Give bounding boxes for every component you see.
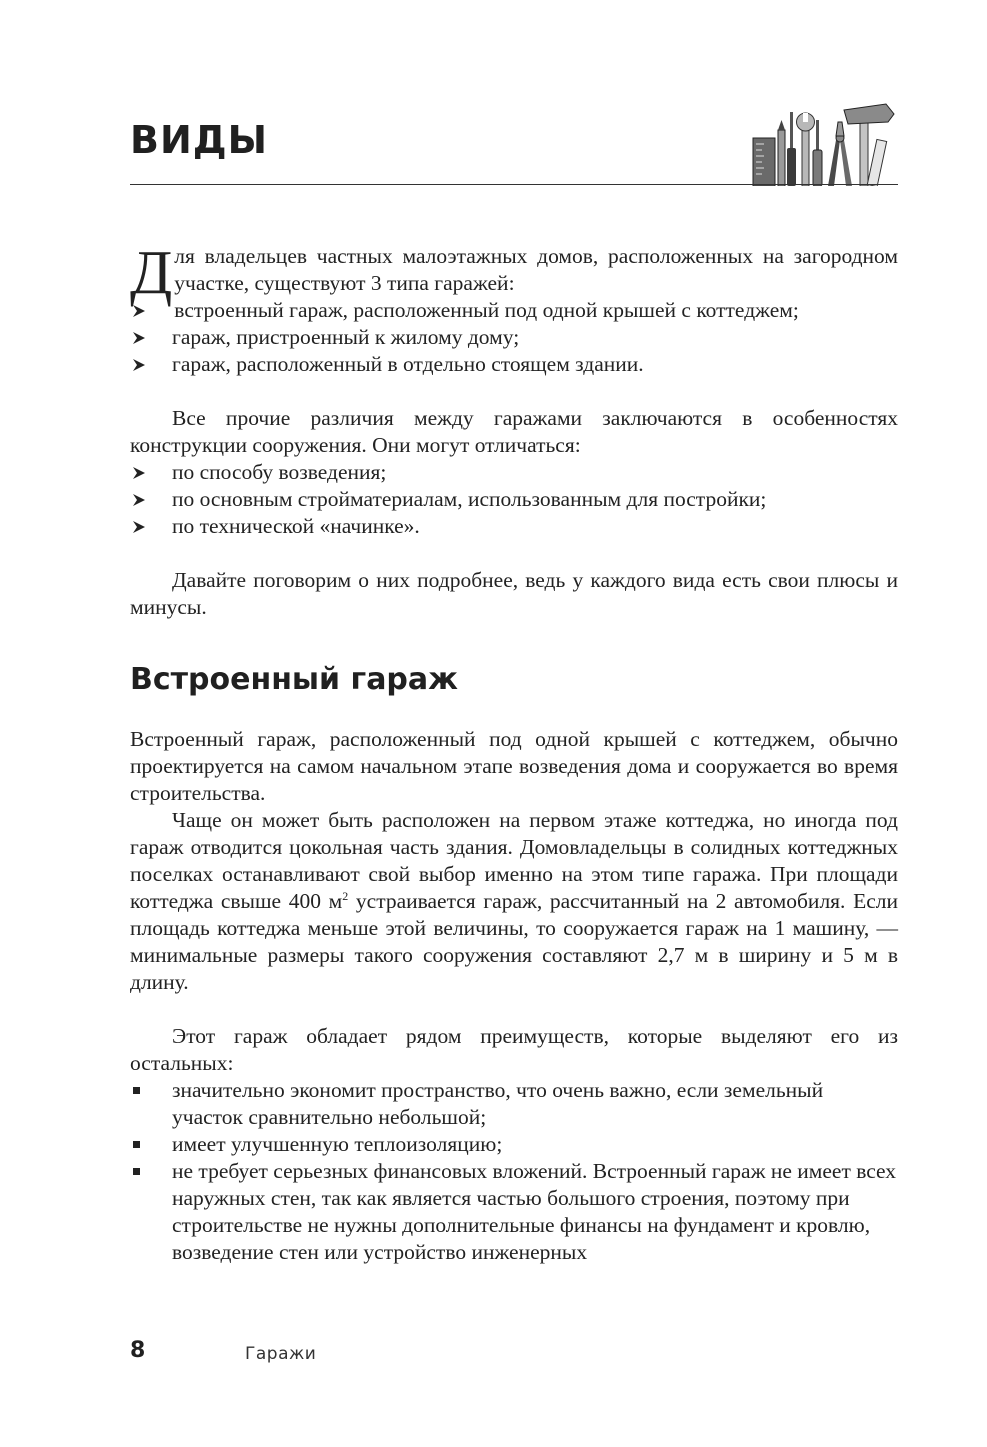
- pencil-icon: [778, 130, 785, 186]
- list-item-text: не требует серьезных финансовых вложений. Встроенный гараж не имеет всех наружных стен, так как является частью большого строения, поэтому при строительстве не нужны дополнительные финансы на фундамент и кровлю, возведение стен или устройство инженерных: [172, 1159, 897, 1264]
- list-item-text: значительно экономит пространство, что очень важно, если земельный участок сравнительно небольшой;: [172, 1078, 824, 1129]
- chevron-right-icon: [132, 520, 146, 534]
- section-heading: Встроенный гараж: [130, 662, 459, 697]
- section-paragraph-1: Встроенный гараж, расположенный под одной крышей с коттеджем, обычно проектируется на самом начальном этапе возведения дома и сооружается во время строительства.: [130, 727, 898, 805]
- list-item: [130, 513, 898, 540]
- pliers-icon: [828, 122, 852, 186]
- chevron-right-icon: [132, 493, 146, 507]
- wrench-icon: [797, 113, 815, 186]
- square-bullet-icon: [133, 1087, 140, 1094]
- chevron-right-icon: [132, 304, 146, 318]
- list-item: [130, 1158, 898, 1266]
- garage-types-list: [130, 297, 898, 378]
- list-item: [130, 297, 898, 324]
- chevron-right-icon: [132, 466, 146, 480]
- intro-block: [130, 239, 898, 621]
- list-item-text: имеет улучшенную теплоизоляцию;: [172, 1132, 503, 1156]
- section-paragraph-2: Чаще он может быть расположен на первом этаже коттеджа, но иногда под гараж отводится цокольная часть здания. Домовладельцы в солидных коттеджных поселках останавливают свой выбор именно на этом типе гаража. При площади коттеджа свыше 400 $м^2$ устраивается гараж, рассчитанный на 2 автомобиля. Если площадь коттеджа меньше этой величины, то сооружается гараж на 1 машину, — минимальные размеры такого сооружения составляют 2,7 м в ширину и 5 м в длину.: [130, 808, 898, 994]
- hammer-icon: [844, 104, 894, 186]
- transition-paragraph: Давайте поговорим о них подробнее, ведь у каждого вида есть свои плюсы и минусы.: [130, 568, 898, 619]
- tools-illustration: [748, 100, 898, 186]
- list-item: [130, 486, 898, 513]
- list-item-text: по основным стройматериалам, использованным для постройки;: [172, 487, 767, 511]
- section-body: [130, 726, 898, 1266]
- advantages-list: [130, 1077, 898, 1266]
- list-item-text: гараж, пристроенный к жилому дому;: [172, 325, 520, 349]
- list-item: [130, 1077, 898, 1131]
- square-bullet-icon: [133, 1141, 140, 1148]
- intro-paragraph: [130, 239, 898, 307]
- page-title: ВИДЫ: [130, 118, 268, 162]
- title-rule: [130, 184, 898, 185]
- list-item-text: гараж, расположенный в отдельно стоящем здании.: [172, 352, 644, 376]
- list-item: [130, 1131, 898, 1158]
- chevron-right-icon: [132, 331, 146, 345]
- differences-list: [130, 459, 898, 540]
- screwdriver-icon: [790, 112, 793, 148]
- differences-paragraph: Все прочие различия между гаражами заключаются в особенностях конструкции сооружения. Они могут отличаться:: [130, 406, 898, 457]
- list-item-text: по способу возведения;: [172, 460, 387, 484]
- intro-text: ля владельцев частных малоэтажных домов, расположенных на загородном участке, существуют 3 типа гаражей:: [174, 244, 898, 295]
- section-paragraph-3: Этот гараж обладает рядом преимуществ, которые выделяют его из остальных:: [130, 1024, 898, 1075]
- square-bullet-icon: [133, 1168, 140, 1175]
- running-footer-title: Гаражи: [245, 1344, 317, 1364]
- chevron-right-icon: [132, 358, 146, 372]
- page-number: 8: [130, 1338, 146, 1363]
- list-item: [130, 351, 898, 378]
- list-item-text: встроенный гараж, расположенный под одной крышей с коттеджем;: [174, 298, 799, 322]
- list-item-text: по технической «начинке».: [172, 514, 420, 538]
- drop-cap: Д: [130, 239, 173, 307]
- list-item: [130, 324, 898, 351]
- list-item: [130, 459, 898, 486]
